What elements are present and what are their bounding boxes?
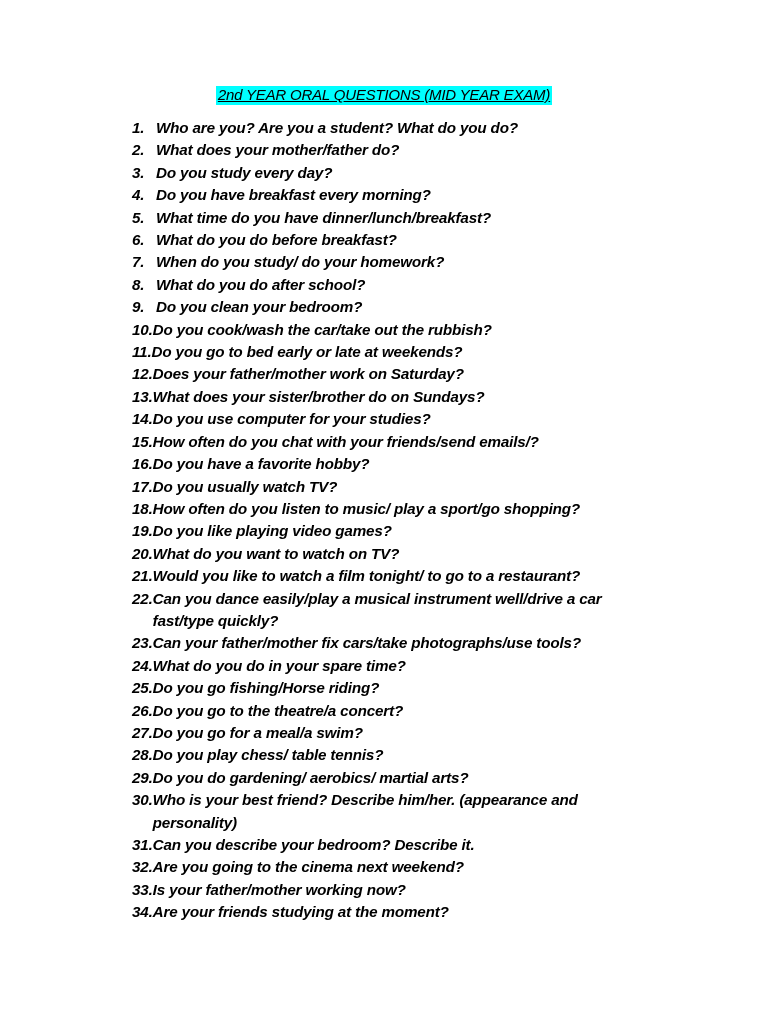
question-text: Do you use computer for your studies?	[152, 411, 431, 429]
page-title: 2nd YEAR ORAL QUESTIONS (MID YEAR EXAM)	[217, 87, 551, 104]
question-number: 15.	[132, 433, 153, 451]
question-number: 8.	[132, 276, 145, 294]
question-text: What do you do after school?	[156, 276, 366, 294]
question-text: Do you cook/wash the car/take out the rubbish?	[152, 321, 492, 339]
question-item	[132, 521, 672, 543]
question-text: How often do you listen to music/ play a sport/go shopping?	[152, 500, 581, 518]
question-item	[132, 790, 672, 835]
question-number: 28.	[132, 747, 153, 765]
question-number: 18.	[132, 500, 153, 518]
question-number: 23.	[132, 635, 153, 653]
question-number: 34.	[132, 904, 153, 922]
question-number: 3.	[132, 164, 145, 182]
question-text: Do you like playing video games?	[152, 523, 392, 541]
question-text: What do you do before breakfast?	[156, 232, 397, 250]
question-number: 4.	[132, 187, 145, 205]
question-number: 7.	[132, 254, 145, 272]
question-number: 10.	[132, 321, 153, 339]
question-text: Do you go to the theatre/a concert?	[152, 702, 404, 720]
question-text: Do you go fishing/Horse riding?	[152, 680, 380, 698]
question-number: 19.	[132, 523, 153, 541]
question-text: Would you like to watch a film tonight/ to go to a restaurant?	[152, 568, 581, 586]
question-item	[132, 342, 672, 364]
question-text: When do you study/ do your homework?	[156, 254, 445, 272]
question-text: Do you study every day?	[156, 164, 333, 182]
question-item	[132, 499, 672, 521]
question-item	[132, 364, 672, 386]
question-item	[132, 880, 672, 902]
question-text: Can your father/mother fix cars/take photographs/use tools?	[152, 635, 581, 653]
question-item	[132, 723, 672, 745]
question-item	[132, 768, 672, 790]
question-text: Do you do gardening/ aerobics/ martial arts?	[152, 769, 469, 787]
question-number: 33.	[132, 881, 153, 899]
question-text: Who are you? Are you a student? What do you do?	[156, 120, 518, 137]
question-item	[132, 208, 672, 230]
question-item	[132, 902, 672, 924]
question-text: Do you have breakfast every morning?	[156, 187, 431, 205]
question-item	[132, 275, 672, 297]
question-item	[132, 857, 672, 879]
question-number: 26.	[132, 702, 153, 720]
question-number: 1.	[132, 120, 145, 137]
question-text: Does your father/mother work on Saturday?	[152, 366, 464, 384]
question-text: Can you describe your bedroom? Describe it.	[152, 837, 475, 854]
question-number: 9.	[132, 299, 145, 317]
question-text: Do you go for a meal/a swim?	[152, 724, 363, 742]
question-item	[132, 140, 672, 162]
question-number: 6.	[132, 232, 145, 250]
question-item	[132, 320, 672, 342]
question-text: Is your father/mother working now?	[152, 881, 406, 899]
question-item	[132, 387, 672, 409]
question-text: What does your mother/father do?	[156, 142, 400, 160]
question-item	[132, 252, 672, 274]
question-number: 27.	[132, 724, 153, 742]
question-number: 13.	[132, 388, 153, 406]
question-number: 32.	[132, 859, 153, 877]
question-item	[132, 185, 672, 207]
question-item	[132, 633, 672, 655]
question-number: 14.	[132, 411, 153, 429]
question-item	[132, 118, 672, 140]
question-number: 24.	[132, 657, 153, 675]
question-item	[132, 678, 672, 700]
question-number: 11.	[132, 344, 152, 362]
title-container	[0, 86, 768, 105]
question-number: 25.	[132, 680, 153, 698]
question-text: Do you play chess/ table tennis?	[152, 747, 384, 765]
question-number: 22.	[132, 590, 153, 608]
question-item	[132, 409, 672, 431]
question-number: 30.	[132, 792, 153, 810]
question-item	[132, 656, 672, 678]
question-text: Do you have a favorite hobby?	[152, 456, 370, 474]
question-item	[132, 297, 672, 319]
question-item	[132, 745, 672, 767]
question-item	[132, 589, 672, 634]
question-number: 5.	[132, 209, 145, 227]
question-number: 16.	[132, 456, 153, 474]
question-item	[132, 163, 672, 185]
question-number: 17.	[132, 478, 153, 496]
question-item	[132, 566, 672, 588]
question-text: What do you do in your spare time?	[152, 657, 406, 675]
question-list	[132, 118, 672, 925]
question-text: Do you go to bed early or late at weekends?	[151, 344, 463, 362]
question-item	[132, 477, 672, 499]
question-text: Can you dance easily/play a musical instrument well/drive a car fast/type quickly?	[152, 590, 602, 630]
question-text: What time do you have dinner/lunch/breakfast?	[156, 209, 492, 227]
question-number: 12.	[132, 366, 153, 384]
question-item	[132, 432, 672, 454]
question-text: What do you want to watch on TV?	[152, 545, 400, 563]
question-number: 2.	[132, 142, 145, 160]
question-number: 21.	[132, 568, 153, 586]
question-number: 31.	[132, 837, 153, 854]
question-text: How often do you chat with your friends/send emails/?	[152, 433, 539, 451]
question-number: 20.	[132, 545, 153, 563]
question-text: Do you usually watch TV?	[152, 478, 338, 496]
question-number: 29.	[132, 769, 153, 787]
question-item	[132, 835, 672, 857]
question-item	[132, 230, 672, 252]
question-item	[132, 701, 672, 723]
question-text: Are you going to the cinema next weekend?	[152, 859, 464, 877]
question-text: Are your friends studying at the moment?	[152, 904, 449, 922]
question-text: What does your sister/brother do on Sundays?	[152, 388, 485, 406]
question-item	[132, 544, 672, 566]
question-text: Do you clean your bedroom?	[156, 299, 363, 317]
question-item	[132, 454, 672, 476]
question-text: Who is your best friend? Describe him/her. (appearance and personality)	[152, 792, 578, 832]
